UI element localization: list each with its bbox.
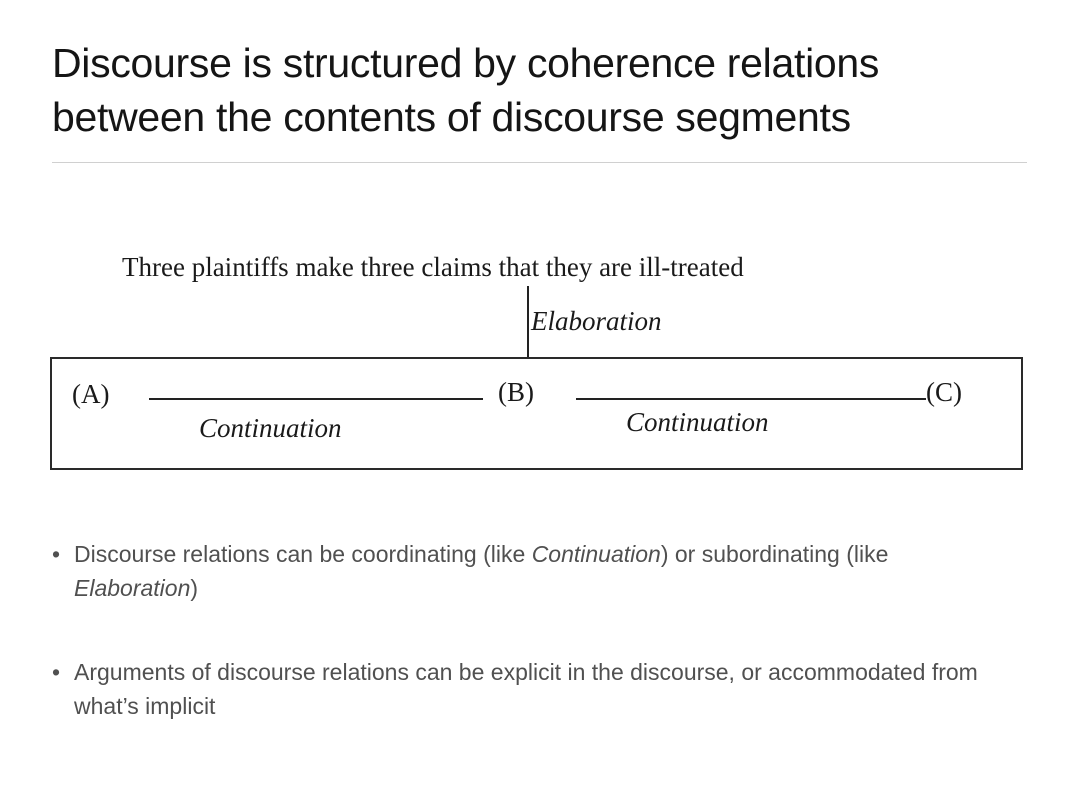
bullet-1-text-mid: ) or subordinating (like <box>660 541 889 567</box>
diagram-top-sentence: Three plaintiffs make three claims that they are ill-treated <box>122 252 744 282</box>
bullet-1-term-continuation: Continuation <box>531 541 661 567</box>
bullet-1-term-elaboration: Elaboration <box>74 575 191 601</box>
node-c: (C) <box>926 377 962 407</box>
continuation-edge-a-b <box>149 398 483 400</box>
bullet-2-text: Arguments of discourse relations can be explicit in the discourse, or accommodated from what’s implicit <box>74 659 978 719</box>
continuation-label-2: Continuation <box>626 407 769 437</box>
slide-title <box>52 36 1032 144</box>
slide-title-line-1: Discourse is structured by coherence relations <box>52 40 880 86</box>
title-divider <box>52 162 1027 163</box>
bullet-item <box>52 655 1012 723</box>
bullet-item <box>52 537 1012 605</box>
bullet-list <box>52 537 1012 773</box>
bullet-icon: • <box>52 541 61 567</box>
bullet-1-text-end: ) <box>190 575 199 601</box>
node-b: (B) <box>498 377 534 407</box>
elaboration-edge <box>527 286 529 358</box>
bullet-1-text: Discourse relations can be coordinating (like <box>74 541 532 567</box>
bullet-icon: • <box>52 659 61 685</box>
elaboration-label: Elaboration <box>531 306 662 336</box>
continuation-edge-b-c <box>576 398 926 400</box>
node-a: (A) <box>72 379 110 409</box>
segments-box <box>50 357 1023 470</box>
slide-title-line-2: between the contents of discourse segments <box>52 94 851 140</box>
continuation-label-1: Continuation <box>199 413 342 443</box>
